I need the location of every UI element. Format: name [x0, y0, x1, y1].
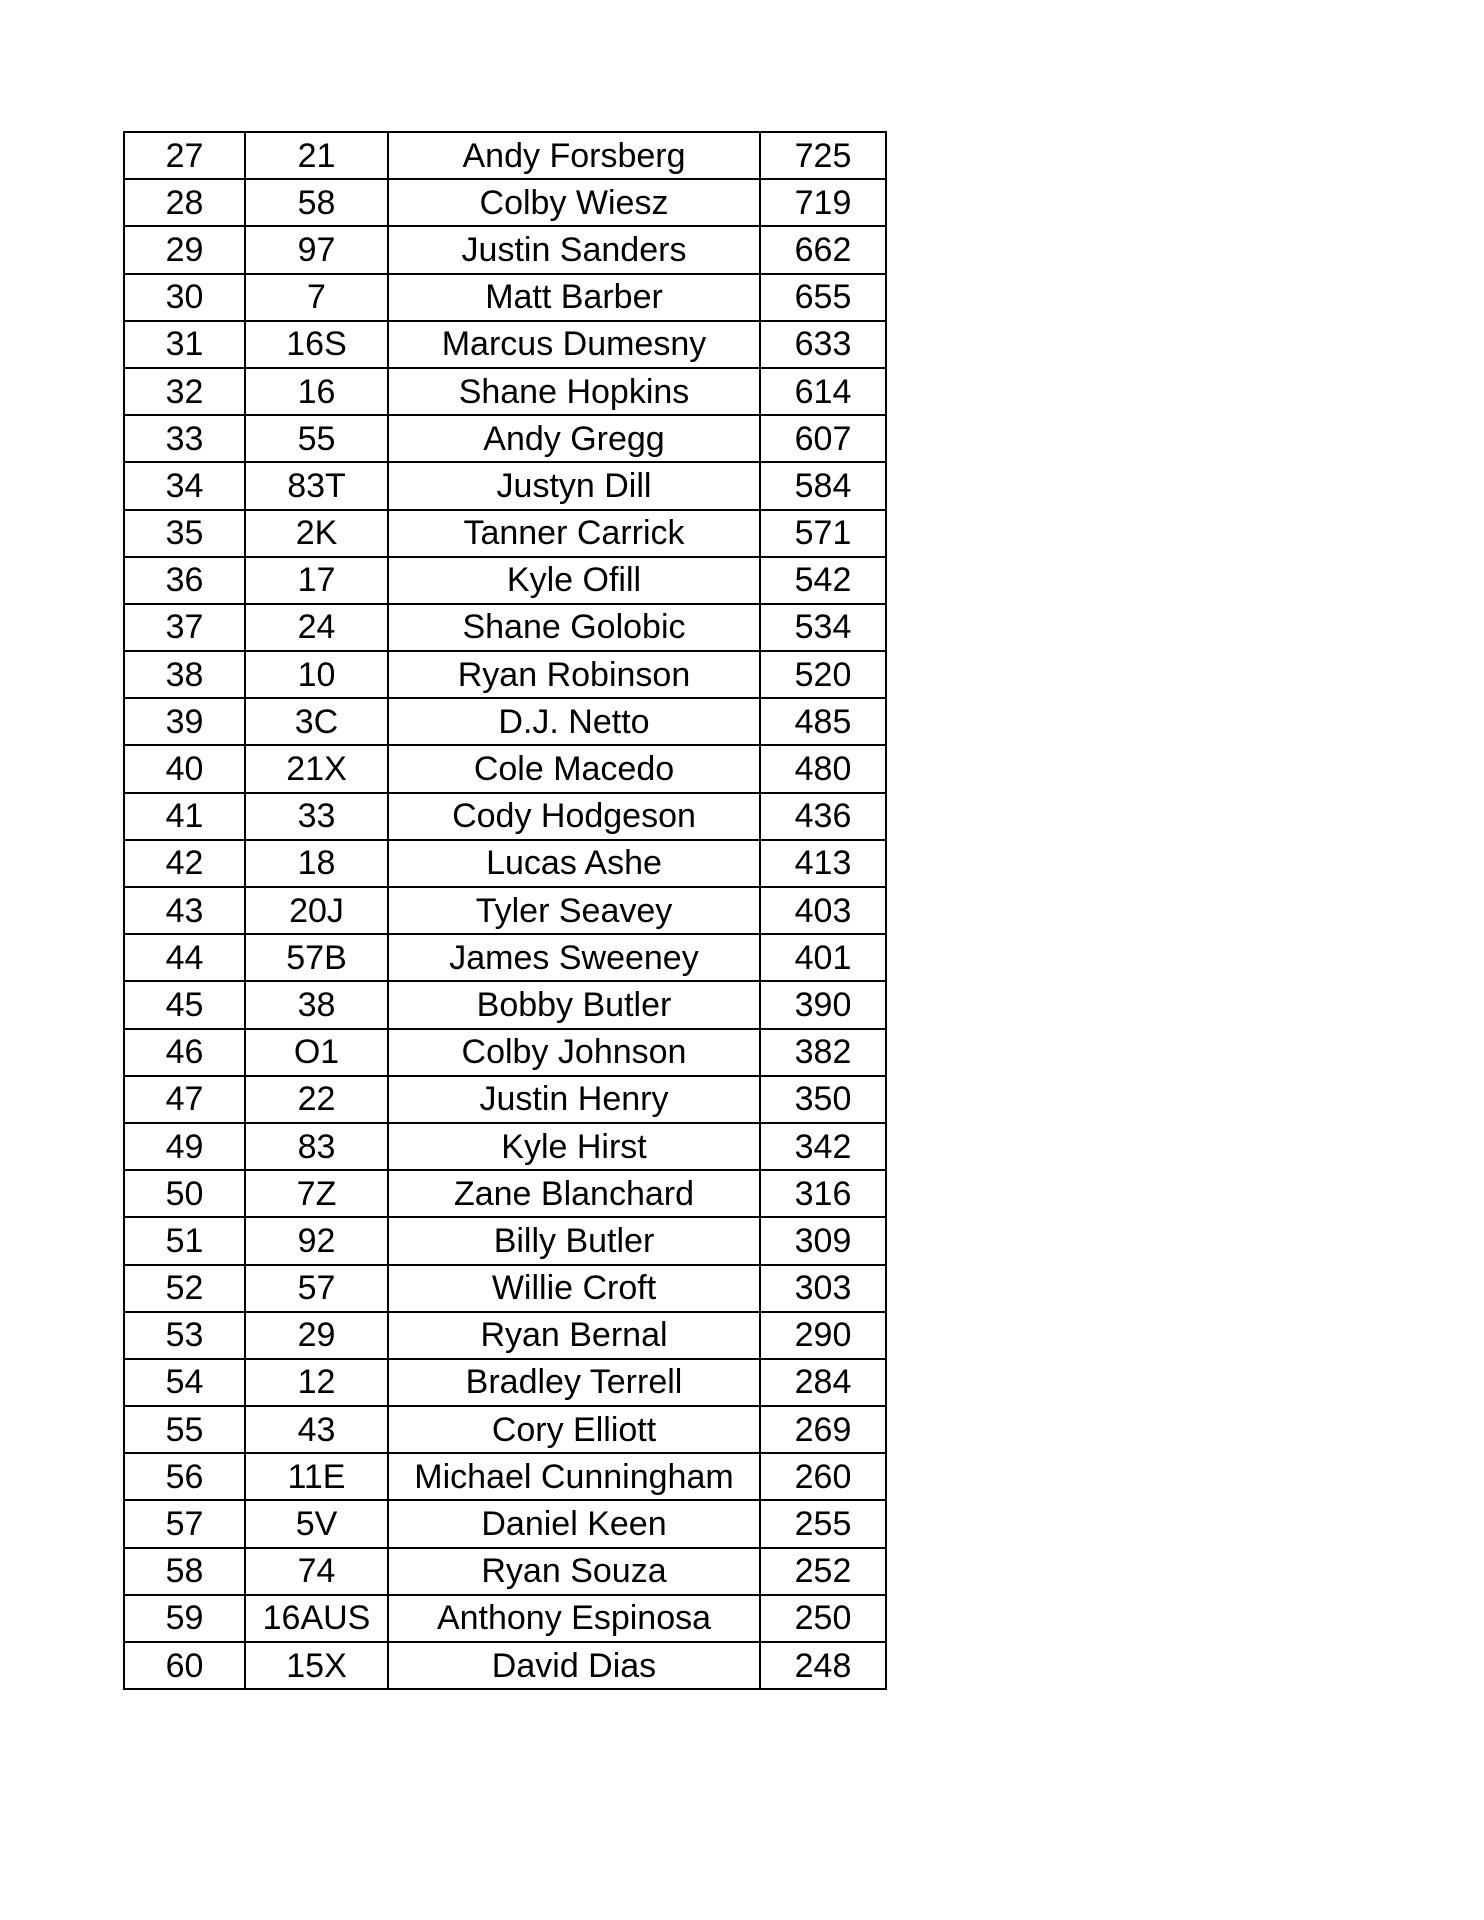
- car-number-cell: 57: [245, 1265, 388, 1312]
- driver-name-cell: D.J. Netto: [388, 698, 760, 745]
- car-number-cell: 33: [245, 793, 388, 840]
- car-number-cell: 11E: [245, 1453, 388, 1500]
- table-row: [124, 1265, 886, 1312]
- table-row: [124, 1500, 886, 1547]
- table-row: [124, 274, 886, 321]
- table-row: [124, 840, 886, 887]
- car-number-cell: 55: [245, 415, 388, 462]
- position-cell: 45: [124, 981, 245, 1028]
- position-cell: 59: [124, 1595, 245, 1642]
- standings-table-body: [124, 132, 886, 1689]
- driver-name-cell: James Sweeney: [388, 934, 760, 981]
- table-row: [124, 132, 886, 179]
- driver-name-cell: Andy Gregg: [388, 415, 760, 462]
- table-row: [124, 981, 886, 1028]
- driver-name-cell: Lucas Ashe: [388, 840, 760, 887]
- points-cell: 413: [760, 840, 886, 887]
- table-row: [124, 1642, 886, 1689]
- position-cell: 46: [124, 1029, 245, 1076]
- position-cell: 47: [124, 1076, 245, 1123]
- points-cell: 662: [760, 226, 886, 273]
- table-row: [124, 226, 886, 273]
- table-row: [124, 1453, 886, 1500]
- position-cell: 33: [124, 415, 245, 462]
- driver-name-cell: Cory Elliott: [388, 1406, 760, 1453]
- table-row: [124, 1595, 886, 1642]
- driver-name-cell: Ryan Robinson: [388, 651, 760, 698]
- table-row: [124, 1170, 886, 1217]
- points-cell: 655: [760, 274, 886, 321]
- points-cell: 269: [760, 1406, 886, 1453]
- table-row: [124, 1359, 886, 1406]
- position-cell: 58: [124, 1548, 245, 1595]
- position-cell: 39: [124, 698, 245, 745]
- points-cell: 350: [760, 1076, 886, 1123]
- car-number-cell: 21X: [245, 745, 388, 792]
- position-cell: 43: [124, 887, 245, 934]
- table-row: [124, 604, 886, 651]
- table-row: [124, 368, 886, 415]
- position-cell: 37: [124, 604, 245, 651]
- driver-name-cell: David Dias: [388, 1642, 760, 1689]
- car-number-cell: 83T: [245, 462, 388, 509]
- car-number-cell: 2K: [245, 510, 388, 557]
- driver-name-cell: Justyn Dill: [388, 462, 760, 509]
- standings-table: [123, 131, 887, 1690]
- position-cell: 56: [124, 1453, 245, 1500]
- driver-name-cell: Kyle Hirst: [388, 1123, 760, 1170]
- position-cell: 55: [124, 1406, 245, 1453]
- driver-name-cell: Shane Hopkins: [388, 368, 760, 415]
- driver-name-cell: Justin Henry: [388, 1076, 760, 1123]
- table-row: [124, 1029, 886, 1076]
- position-cell: 40: [124, 745, 245, 792]
- driver-name-cell: Zane Blanchard: [388, 1170, 760, 1217]
- table-row: [124, 1312, 886, 1359]
- car-number-cell: 20J: [245, 887, 388, 934]
- points-cell: 290: [760, 1312, 886, 1359]
- points-cell: 303: [760, 1265, 886, 1312]
- table-row: [124, 557, 886, 604]
- driver-name-cell: Cole Macedo: [388, 745, 760, 792]
- driver-name-cell: Justin Sanders: [388, 226, 760, 273]
- position-cell: 51: [124, 1217, 245, 1264]
- table-row: [124, 462, 886, 509]
- points-cell: 719: [760, 179, 886, 226]
- car-number-cell: 29: [245, 1312, 388, 1359]
- points-cell: 390: [760, 981, 886, 1028]
- table-row: [124, 793, 886, 840]
- car-number-cell: 16AUS: [245, 1595, 388, 1642]
- points-cell: 250: [760, 1595, 886, 1642]
- table-row: [124, 179, 886, 226]
- position-cell: 49: [124, 1123, 245, 1170]
- car-number-cell: 3C: [245, 698, 388, 745]
- points-cell: 309: [760, 1217, 886, 1264]
- driver-name-cell: Colby Johnson: [388, 1029, 760, 1076]
- points-cell: 342: [760, 1123, 886, 1170]
- position-cell: 29: [124, 226, 245, 273]
- car-number-cell: 58: [245, 179, 388, 226]
- table-row: [124, 1076, 886, 1123]
- table-row: [124, 321, 886, 368]
- car-number-cell: 18: [245, 840, 388, 887]
- car-number-cell: 10: [245, 651, 388, 698]
- table-row: [124, 1123, 886, 1170]
- points-cell: 485: [760, 698, 886, 745]
- driver-name-cell: Bradley Terrell: [388, 1359, 760, 1406]
- driver-name-cell: Tanner Carrick: [388, 510, 760, 557]
- position-cell: 31: [124, 321, 245, 368]
- car-number-cell: 15X: [245, 1642, 388, 1689]
- car-number-cell: 5V: [245, 1500, 388, 1547]
- points-cell: 542: [760, 557, 886, 604]
- driver-name-cell: Kyle Ofill: [388, 557, 760, 604]
- car-number-cell: 12: [245, 1359, 388, 1406]
- driver-name-cell: Michael Cunningham: [388, 1453, 760, 1500]
- points-cell: 401: [760, 934, 886, 981]
- table-row: [124, 745, 886, 792]
- car-number-cell: 22: [245, 1076, 388, 1123]
- points-cell: 480: [760, 745, 886, 792]
- car-number-cell: 7Z: [245, 1170, 388, 1217]
- table-row: [124, 510, 886, 557]
- car-number-cell: 21: [245, 132, 388, 179]
- table-row: [124, 698, 886, 745]
- points-cell: 382: [760, 1029, 886, 1076]
- driver-name-cell: Marcus Dumesny: [388, 321, 760, 368]
- driver-name-cell: Billy Butler: [388, 1217, 760, 1264]
- position-cell: 41: [124, 793, 245, 840]
- points-cell: 403: [760, 887, 886, 934]
- table-row: [124, 1406, 886, 1453]
- car-number-cell: 43: [245, 1406, 388, 1453]
- position-cell: 44: [124, 934, 245, 981]
- points-cell: 534: [760, 604, 886, 651]
- driver-name-cell: Ryan Bernal: [388, 1312, 760, 1359]
- car-number-cell: 16S: [245, 321, 388, 368]
- car-number-cell: O1: [245, 1029, 388, 1076]
- points-cell: 284: [760, 1359, 886, 1406]
- car-number-cell: 74: [245, 1548, 388, 1595]
- car-number-cell: 24: [245, 604, 388, 651]
- position-cell: 35: [124, 510, 245, 557]
- driver-name-cell: Andy Forsberg: [388, 132, 760, 179]
- table-row: [124, 1217, 886, 1264]
- position-cell: 34: [124, 462, 245, 509]
- position-cell: 30: [124, 274, 245, 321]
- points-cell: 252: [760, 1548, 886, 1595]
- driver-name-cell: Shane Golobic: [388, 604, 760, 651]
- car-number-cell: 57B: [245, 934, 388, 981]
- points-cell: 614: [760, 368, 886, 415]
- points-cell: 255: [760, 1500, 886, 1547]
- points-cell: 725: [760, 132, 886, 179]
- car-number-cell: 83: [245, 1123, 388, 1170]
- position-cell: 60: [124, 1642, 245, 1689]
- driver-name-cell: Anthony Espinosa: [388, 1595, 760, 1642]
- position-cell: 42: [124, 840, 245, 887]
- car-number-cell: 97: [245, 226, 388, 273]
- car-number-cell: 16: [245, 368, 388, 415]
- driver-name-cell: Bobby Butler: [388, 981, 760, 1028]
- points-cell: 260: [760, 1453, 886, 1500]
- points-cell: 248: [760, 1642, 886, 1689]
- points-cell: 436: [760, 793, 886, 840]
- position-cell: 52: [124, 1265, 245, 1312]
- driver-name-cell: Colby Wiesz: [388, 179, 760, 226]
- position-cell: 57: [124, 1500, 245, 1547]
- table-row: [124, 651, 886, 698]
- car-number-cell: 17: [245, 557, 388, 604]
- points-cell: 633: [760, 321, 886, 368]
- points-cell: 520: [760, 651, 886, 698]
- driver-name-cell: Cody Hodgeson: [388, 793, 760, 840]
- position-cell: 27: [124, 132, 245, 179]
- position-cell: 28: [124, 179, 245, 226]
- position-cell: 53: [124, 1312, 245, 1359]
- position-cell: 36: [124, 557, 245, 604]
- position-cell: 54: [124, 1359, 245, 1406]
- position-cell: 32: [124, 368, 245, 415]
- position-cell: 50: [124, 1170, 245, 1217]
- car-number-cell: 7: [245, 274, 388, 321]
- table-row: [124, 415, 886, 462]
- points-cell: 607: [760, 415, 886, 462]
- driver-name-cell: Daniel Keen: [388, 1500, 760, 1547]
- table-row: [124, 1548, 886, 1595]
- driver-name-cell: Tyler Seavey: [388, 887, 760, 934]
- points-cell: 571: [760, 510, 886, 557]
- car-number-cell: 38: [245, 981, 388, 1028]
- driver-name-cell: Ryan Souza: [388, 1548, 760, 1595]
- points-cell: 584: [760, 462, 886, 509]
- driver-name-cell: Willie Croft: [388, 1265, 760, 1312]
- table-row: [124, 934, 886, 981]
- car-number-cell: 92: [245, 1217, 388, 1264]
- table-row: [124, 887, 886, 934]
- driver-name-cell: Matt Barber: [388, 274, 760, 321]
- points-cell: 316: [760, 1170, 886, 1217]
- position-cell: 38: [124, 651, 245, 698]
